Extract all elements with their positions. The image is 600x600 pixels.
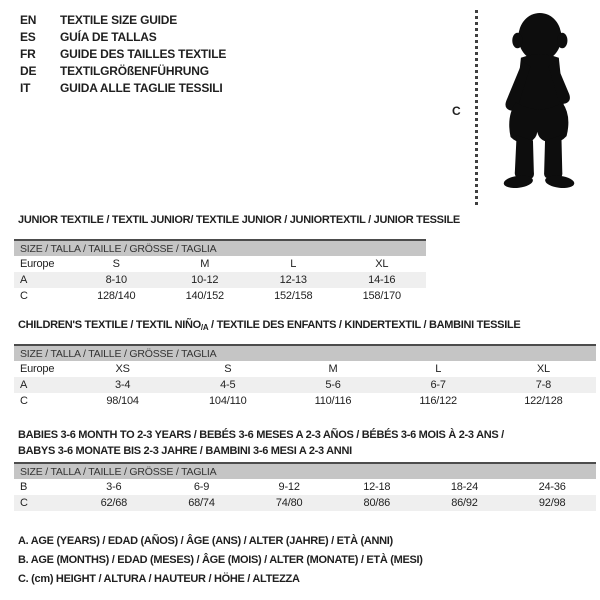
- cell: 18-24: [450, 481, 479, 493]
- lang-code: IT: [20, 81, 31, 95]
- row-label: B: [20, 481, 28, 493]
- height-dotted-line: [475, 10, 478, 206]
- babies-section-title: [18, 427, 558, 459]
- lang-title: GUIDE DES TAILLES TEXTILE: [60, 47, 227, 61]
- language-title-list: [20, 12, 226, 97]
- size-header-bar: SIZE / TALLA / TAILLE / GRÖSSE / TAGLIA: [14, 240, 426, 256]
- lang-title: GUÍA DE TALLAS: [60, 30, 157, 44]
- cell: 110/116: [314, 395, 352, 407]
- cell: 9-12: [278, 481, 300, 493]
- table-row-height: [14, 288, 426, 304]
- lang-row-fr: [20, 46, 226, 63]
- row-label: C: [20, 290, 28, 302]
- row-label: A: [14, 272, 72, 288]
- children-title-post: / TEXTILE DES ENFANTS / KINDERTEXTIL / BAMBINI TESSILE: [208, 319, 521, 331]
- cell: 104/110: [209, 395, 247, 407]
- cell: M: [200, 258, 210, 270]
- legend-line-b: B. AGE (MONTHS) / EDAD (MESES) / ÂGE (MOIS) / ALTER (MONATE) / ETÀ (MESI): [18, 554, 423, 566]
- lang-code: FR: [20, 47, 36, 61]
- cell: 14-16: [338, 272, 427, 288]
- baby-silhouette-icon: [483, 4, 595, 208]
- cell: 80/86: [333, 495, 421, 511]
- lang-row-en: [20, 12, 226, 29]
- table-row-height: [14, 393, 596, 409]
- cell: 128/140: [97, 290, 136, 302]
- row-label: Europe: [20, 258, 55, 270]
- cell: 24-36: [538, 481, 566, 493]
- cell: 3-6: [106, 481, 122, 493]
- cell: S: [224, 363, 232, 375]
- children-section-title: [18, 318, 520, 335]
- cell: M: [328, 363, 338, 375]
- cell: 62/68: [70, 495, 158, 511]
- table-row-height: [14, 495, 596, 511]
- cell: 152/158: [274, 290, 313, 302]
- cell: L: [435, 363, 442, 375]
- lang-row-es: [20, 29, 226, 46]
- lang-code: DE: [20, 64, 37, 78]
- babies-title-line1: BABIES 3-6 MONTH TO 2-3 YEARS / BEBÉS 3-6 MESES A 2-3 AÑOS / BÉBÉS 3-6 MOIS À 2-3 ANS /: [18, 429, 504, 441]
- lang-row-it: [20, 80, 226, 97]
- lang-row-de: [20, 63, 226, 80]
- size-header-bar: SIZE / TALLA / TAILLE / GRÖSSE / TAGLIA: [14, 345, 596, 361]
- cell: 92/98: [508, 495, 596, 511]
- cell: 140/152: [185, 290, 224, 302]
- lang-title: GUIDA ALLE TAGLIE TESSILI: [60, 81, 223, 95]
- children-title-pre: CHILDREN'S TEXTILE / TEXTIL NIÑO: [18, 319, 201, 331]
- cell: XL: [375, 258, 389, 270]
- babies-title-line2: BABYS 3-6 MONATE BIS 2-3 JAHRE / BAMBINI 3-6 MESI A 2-3 ANNI: [18, 445, 352, 457]
- lang-title: TEXTILGRÖßENFÜHRUNG: [60, 64, 209, 78]
- measurement-legend: [18, 532, 423, 589]
- cell: 7-8: [491, 377, 596, 393]
- cell: 8-10: [72, 272, 161, 288]
- cell: 86/92: [421, 495, 509, 511]
- table-row-age: [14, 272, 426, 288]
- cell: 12-13: [249, 272, 338, 288]
- cell: 116/122: [419, 395, 457, 407]
- babies-size-table: [14, 462, 596, 511]
- cell: 74/80: [245, 495, 333, 511]
- row-label: Europe: [20, 363, 55, 375]
- size-header-bar: SIZE / TALLA / TAILLE / GRÖSSE / TAGLIA: [14, 463, 596, 479]
- table-row-europe: [14, 361, 596, 377]
- lang-code: ES: [20, 30, 36, 44]
- table-row-months: [14, 479, 596, 495]
- cell: 5-6: [280, 377, 385, 393]
- lang-code: EN: [20, 13, 37, 27]
- table-row-age: [14, 377, 596, 393]
- height-measure-figure: [445, 4, 597, 212]
- cell: 12-18: [363, 481, 391, 493]
- row-label: A: [14, 377, 70, 393]
- table-row-europe: [14, 256, 426, 272]
- lang-title: TEXTILE SIZE GUIDE: [60, 13, 178, 27]
- legend-line-c: C. (cm) HEIGHT / ALTURA / HAUTEUR / HÖHE / ALTEZZA: [18, 573, 300, 585]
- cell: S: [112, 258, 120, 270]
- cell: 158/170: [362, 290, 401, 302]
- cell: 98/104: [106, 395, 139, 407]
- measure-c-label: C: [452, 104, 461, 118]
- cell: 3-4: [70, 377, 175, 393]
- cell: XS: [115, 363, 130, 375]
- cell: 68/74: [158, 495, 246, 511]
- row-label: C: [14, 495, 70, 511]
- cell: XL: [536, 363, 550, 375]
- row-label: C: [20, 395, 28, 407]
- children-size-table: [14, 344, 596, 409]
- legend-line-a: A. AGE (YEARS) / EDAD (AÑOS) / ÂGE (ANS) / ALTER (JAHRE) / ETÀ (ANNI): [18, 535, 393, 547]
- children-title-sub: /A: [200, 323, 209, 332]
- cell: 122/128: [524, 395, 563, 407]
- cell: 4-5: [175, 377, 280, 393]
- junior-section-title: JUNIOR TEXTILE / TEXTIL JUNIOR/ TEXTILE JUNIOR / JUNIORTEXTIL / JUNIOR TESSILE: [18, 214, 460, 226]
- cell: 6-9: [193, 481, 210, 493]
- junior-size-table: [14, 239, 426, 304]
- cell: L: [290, 258, 297, 270]
- cell: 6-7: [386, 377, 491, 393]
- cell: 10-12: [161, 272, 250, 288]
